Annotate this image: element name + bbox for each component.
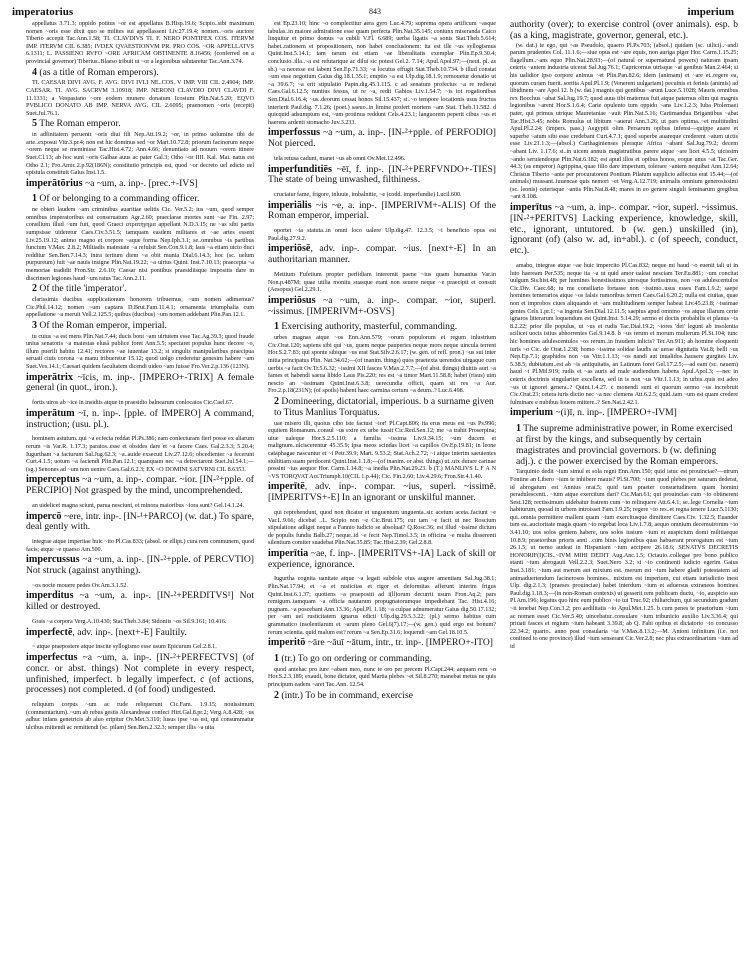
entry-lemma: imperceptus [26, 474, 80, 486]
entry-lemma: imperātōrius [26, 177, 83, 189]
citation-block: integrae atque imperitae huic ~ito Pl.Cas.833; (absol. or ellipt.) cura rem communem, quod facis; atque ~e quaeso Am.500. [26, 538, 254, 553]
entry-grammar-definition: , adv. inp-. compar. ~ius. [next+-E] In an authoritarian manner. [268, 243, 496, 266]
citation-block: Iugurtha cognita uanitate atque ~a legati subdole eius augere amentiam Sal.Jug.38.1; Plin.Nat.17.94; et ~a et rusticitas et rigor et deformitas afferunt interim frigus Quint.Inst.6.1.37; quotiens ~a praepositi ad i(ll)orum decurrit usum Fron.Aq.2; pars remigum..tamquam ~a officia nautarum propugnatorumque impediebant Tac. Hist.4.16; pugnam..~a poscebant Ann.13.36; Apul.Pl. 1.18; ~a culpae adnumeratur Gaius dig.50.17.132; per ~am uel rusticitatem ignarus edicti Ulp.dig.29.5.3.22; (pl.) sermo habitus cum grammatico insolentiarum et ~arum pleno Gel.6(7).17;—(w. gen.) quid ergo est bonum? rerum scientia. quid malum est? rerum ~a Sen.Ep.31.6; loquendi ~am Gel.18.10.5. [268, 575, 496, 636]
sense-definition [32, 284, 254, 295]
citation-block: tela retusa cadunt, manet ~us ab omni Ov.Met.12.496. [274, 154, 406, 162]
dictionary-entry-head [268, 128, 496, 150]
citation-block: qui reprehendunt, quod non dicatur et unguentum unguenta..sic acetum aceta..faciunt ~e Var.L.9.66; dicebat ..L. Scipio non ~e Cic.Brut.175; cur tam ~e facit ut nec Roscium stipulatione adliget neque a Fannio iudicio se absoluat? Q.Rosc.36; est illud ~issime dictum de populis fundis Balb.27; neque..id ~e fecit Nep.Timol.3.5; in officina ~e multa disserenti silentium comiter suadebat Plin.Nat.35.85; Tac.Hist.2.39; Gel.2.8.8. [268, 508, 496, 547]
entry-grammar-definition: ~(i)ī, n. inp-. [IMPERO+-IVM] [553, 407, 677, 419]
citation-block: fortis uiros ab ~ice in insidiis atque in praesidio balnearum conlocatos Cic.Cael.67. [32, 399, 234, 407]
sense-number: 1 [516, 423, 521, 435]
sense-definition [32, 194, 254, 205]
entry-grammar-definition: ~īcis, m. inp-. [IMPERO+-TRIX] A female general (in quot., iron.). [26, 371, 254, 394]
citation-block: Mettium Fufetium propter perfidiam interemit paene ~ius quam humanius Var.in Non.p.487M; quae utilia monitu suasque erant non seuere neque ~e praecipit et consuit (Aesopus) Gel.2.29.1. [268, 271, 496, 294]
sense-definition [516, 424, 738, 467]
citation-block: oportet ~ia statuta..in omni loco ualere Ulp.dig.47. 12.3.5; ~i beneficio opus est Paul.dig.27.9.2. [268, 227, 496, 242]
sense-text: (intr.) To be in command, exercise [281, 689, 413, 701]
entry-grammar-definition: ~a ~um, a. inp-. [IN-²+pple. of PERFODIO] Not pierced. [268, 127, 496, 150]
citation-block: tu cuius ~a est mens Plin.Nat.7.44; ducis boni ~am uirtutem esse Tac.Ag.39.3; quod fraude unius senatoris ~a maiestas eluså publice foret Ann.5.5; spectaret populus hunc decore ~o, illum puerili habitu 12.41; rectores ~ae iuuentae 13.2; si singulis manipularibus praecipua seruati ciuis corona ~a manu tribueretur 15.12; quod uolgo crederetur genesim habere ~am Suet.Ves.14.1; Caesari quidem facultatem dicendi uideo ~am fuisse Fro.Ver.2.p.136 (123N). [26, 332, 254, 370]
dictionary-entry-head [26, 591, 254, 613]
sense-text: (tr.) To go on ordering or commanding. [281, 653, 432, 665]
entry-grammar-definition: ~a ~um, a. inp-. [IN-²+PERDITVS¹] Not killed or destroyed. [26, 590, 254, 613]
sense-text: The supreme administrative power, in Rome exercised at first by the kings, and subsequently by certain magistrates and provincial governors. b (w. defining adj.). c the power exercised by the Roman emperors. [516, 423, 733, 467]
citation-block: appellatus 3.71.3; oppido potitus ~or est appellatus B.Hisp.19.6; Scipio..sibi maximum nomen ~oris esse dixit quo se milites sui appellassent Liv.27.19.4; nomen..~oris auctore Tiberio accepit Tac.Ann.1.58; TI. CLAVDIVS TI. F. NERO PONTIFEX COS. ITERVM IMP. ITERVM CIL 6.385; IVDEX QVAESTIONVM PR. PRO COS. ~OR APPELLATVS 6.1311; L. PASSIENO RVFO ~ORE AFRICAM OBTINENTE 8.16456; (conferred on a provincial governor) Tiberius..Blaeso tribuit ut ~or a legionibus salutaretur Tac.Ann.3.74. [26, 20, 254, 65]
sense-definition [274, 397, 496, 419]
sense-definition [274, 691, 496, 702]
entry-grammar-definition: ~a ~um, a. inp-. compar. ~ior, superl. ~issimus. [IMPERIVM+-OSVS] [268, 294, 496, 317]
entry-lemma: imperītus [510, 202, 552, 214]
entry-lemma: imperītia [268, 547, 309, 559]
citation-block: hominem astutum..qui ~a ecfecta reddat Pl.Ps.386; eam coniecturam fieri posse ex aliarum rerum ~is Var.R. 1.17.3; paratos..esse et obsides dare et ~a facere Caes. Gal.2.3.3; 5.20.4; Iugurtham ~a facturum Sal.Jug.62.3; ~a..auide exsecuti Liv.27.12.6; obcedienter ~a fecerunt Curt.4.1.5; uotum ~a faciendi Plin.Pan.12.1; quanquam nec ~a detrectarent Suet.Jul.54.1;—(sg.) Senones ad ~um non uenire Caes.Gal.6.2.3; EX ~O DOMINI SATVRNI CIL 8.6353. [26, 435, 254, 473]
sense-text: Exercising authority, masterful, commanding. [281, 321, 458, 333]
entry-grammar-definition: ~a ~um, a. inp-. [prec.+-IVS] [82, 177, 198, 189]
entry-lemma: imperfunditiēs [268, 163, 332, 175]
entry-lemma: imperfectus [26, 652, 78, 664]
entry-grammar-definition: ~a ~um, a. inp-. [IN-²+PERFECTVS] (of concr. or abst. things) Not complete in every respect, unfinished, imperfect. b legally imperfect. c (of actions, processes) not completed. d (of food) undigested. [26, 652, 254, 696]
citation-block: cruciatur fame, frigore, inluuie, imbalnitie, ~e (codd. imperfundie) Lucil.600. [274, 191, 462, 199]
dictionary-entry-head [26, 653, 254, 696]
column-right [510, 20, 738, 963]
citation-block: TI. CAESAR DIVI AVG. F. AVG. DIVI IVLI NE..COS. V IMP. VIII CIL 2.4904; IMP. CAESAR. TI. AVG. SACRVM 3.10918; IMP. NERONI CLAVDIO DIVI CLAVDI F. 11.1331; a Vespasiano ~ore eodem munere donatum Icosium Plin.Nat.5.20; EQVO PVBLICO DONATO AB IMP. NERVA AVG. CIL 2.6095; praenomen ~oris (recepit) Suet.Jul.76.1. [26, 79, 254, 117]
citation-block: urbes magnas atque ~os Enn.Ann.579; ~orum populorum et regum inlustrium Cic.Orat.120; sapiens sibi qui ~us, quem neque pauperies neque mors neque uincula terrent Hor.S.2.7.83; qui sponte sibique ~us erat Stat.Silv.2.6.17; (w. gen. of refl. pron.) ~us sui inter initia principatus Plin. Nat.34.62;—(of inanim. things) quos praetexta uerendos uirgaque cum uerbis ~a facit Ov.Tr.5.6.32; ~issimi XII fasces V.Max.2.7.7;—(of abst. things) diuitiis auri ~a fames et habendi saeua libido Laus Pis.220; res est ~a timor Mart.11.58.8; habet (risus) uim nescio an ~issimam Quint.Inst.6.3.8; uerecundia officii, quam sit res ~a Aur. Fro.2.p.18(231N); (of spoils) habent haec carmina certum ~a deum..? Luc.6.498. [268, 334, 496, 395]
page-number: 843 [369, 7, 381, 16]
citation-block: (w. dat.) te ego, qui ~as Pseudolo, quaero Pl.Ps.703; (absol.) quidam (sc. uilici)..~andi parum prudentes Col. 11.1.6;—siue opus est ~are equis, non auriga piger Hor. Carm.1.15.25; flagellum..~ans equo Plin.Nat.28.93;—(of natural or supernatural powers) naturam ipsam ceteris ~antem industria uicerat Sal.Jug.76.1; Capricornus utrisque ~at genibus Man.2.464; si his ualidior ipso corpore animus ~et Plin.Pan.82.6; idem (animam) et ~are et..regere ea, quorum curam fuerit..sortita Apul.Pl.1.9; (Venerem uulgariam) pecuinis et ferinis (animis) ad libidinem ~are Apol.12. b (w. dat.) magnis qui gentibus ~arunt Luce.5.1028; Mauris omnibus rex Bocchus ~abat Sal.Jug.19.7; quod auus tibi maternus fuit atque paternus olim qui magnis legionibus ~arent Hor.S.1.6.4; Carie opulento tum oppido ~ans Liv.1.2.3; Iuba Ptolemaei pater, qui primus utrique Mauretaniae ~auit Plin.Nat.5.16; Cartimandua Brigantibus ~abat Tac.Hist.3.45; nobis Romulus ut libitum ~auerat Ann.3.26; ut pars optima..~et multitudini Apul.Pl.2.24; (impers. pass.) Aegyptii olim Persarum opibus infensi—quippe auare et superbe ~atum sibi esse credebant Curt.4.7.1; quod superbe auareque crederent ~atum uictis esse Liv.21.1.3;—(absol.) Carthaginienses pleraque Africa ~abant Sal.Jug.79.2; decem ~abant Liv. 1.17.6; si..in uicem annuis magistratibus parere atque ~are licet 4.5.5; uicissim ~ando seruiendoque Plin.Nat.6.182; est apud illos et opibus honos, eoque unus ~at Tac.Ger. 44.3; (as emperor) Agrippina, quae filio dare imperium, tolerare ~antem nequibat Ann.12.64; Christus Tiberio ~ante per procuratorem Pontium Pilatum supplicio adfectus erat 15.44;—(of animals) mussant..iuuencae quis nemori ~et Verg.A.12.719; animalis omnium generosissimi (sc. leonis) ceterisque ~antis Plin.Nat.8.48; mares in eo genere singuli feminarum gregibus ~ant 8.108. [510, 41, 738, 201]
dictionary-entry-head [510, 203, 738, 257]
entry-grammar-definition: , adv. inp-. compar. ~ius, superl. ~issimē. [IMPERITVS+-E] In an ignorant or unskilful manner. [268, 481, 496, 504]
dictionary-entry-head [268, 296, 496, 318]
citation-block: uae misero illi, quoius cibo iste factust ~ior! Pl.Capt.806; ita erus meus est ~us Ps.996; equitem Romanum..consul ~us exire ex urbe iussit Cic.Red.Sen.12; me ~a trahit Proserpina; uiue ualeque Hor.S.2.5.110; a familia ~issima Liv.9.34.15; ~um ducem et malignum..ulciscerentur 45.35.9; ipsa meos scindas licet ~a capillos Ov.Ep.19.81; in leone cataphagae nascuntur et ~i Petr.39.9; Mart. 9.53.2; Stat.Ach.2.72; ~i atque interim saeuientes stultitiam suam perdocent Quint.Inst.1.1.8;—(of inanim. or abst. things) ut..uix durare carinae possint ~ius aequor Hor. Carm.1.14.8; ~a inedia Plin.Nat.29.23. b (T.) MANLIVS L F A N ~VS TORQVAT Act.Triumph.10(CIL 1.p.44); Cic. Fin.2.60; Liv.4.29.6; Fron.Str.4.1.40. [268, 419, 496, 480]
citation-block: Tarquinio dedit ~ium simul et sola regni Enn.Ann.150; quid istuc est prouinciae?—utrum Fontine an Libero ~ium te inhibere mauis? Pl.St.700; ~ium quod plebes per saturam dederat, id abrogatum est Annius orat.5; quid tam praeter consuetudinem quam homini peradulescenti.. ~ium atque exercitum dari? Cic.Man.61; qui prouincias cum ~io obtinerent Sest.128; rectissimum uidebatur fratrem cum ~io relinquere Att.6.4.1; se..lege Cornelia ~ium habiturum, quoad in urbem introisset Fam.1.9.25; regere ~io res..et regna tenere Lucr.5.1130; qui..omnia permittere mallent quam ~ium exercitusque dimittere Caes.Civ. 1.32.5; Euander tum ea..auctoritate magis quam ~io regebat loca Liv.1.7.8; aequo omnium decemuirorum ~io 3.41.10; uos solos gentem habere, uos solos iustum ~ium et auspicium domi militiaeque 10.8.9; praetoribus prioris anni ..cum binis legionibus quas habuerant prorogatum est ~ium 26.1.5; ut nemo audeat in Hispaniam ~ium accipere 26.18.6; SENATVS DECRETIS HONORIF(I)CIS..~IVM MIHI DEDIT Aug.Anc.1.5; Octauio..collegae pro bono publico stanti ~ium abrogauit Vell.2.2.3; Suet.Nero 3.2; si ~io continenti iudicio egerim Gaius Inst.3.181; ~ium aut merum aut mixtum est. merum est ~ium habere gladii potestatem ad animaduertendum facinerosos homines.. mixtum est imperium, cui etiam iurisdictio inest Ulp. dig.2.1.3; (praeses prouinciae) habet interdum ~ium et aduersus extraneos homines Paul.dig.1.18.3;—(in non-Roman contexts) ut gesserit rem publicam ductu, ~io, auspicio suo Pl.Am.196; legatus quo hinc eum publico ~io tui Truc.92; chiliarchum, qui secundum gradum ~ii tenebat Nep.Con.3.2; pro aedilitatis ~io Apul.Met.1.25. b cum penes te praetorium ~ium ac nomen esset Cic.Ver.5.40; uincebatur..consulare ~ium tribunicio auxilio Liv.3.36.4; qui priuati fasces et regium ~ium habeant 3.39.8; ab Q. Fabi opibus et dictatorio ~io concusso 22.34.2; quarto.. anno post consularia ~ia V.Max.8.13.2;—M. Antoni infinitum (i.e. not confined to one province) illud ~ium senserant Cic.Ver.2.8; nec plus extraordinarium ~ium ad id [510, 468, 738, 650]
sense-definition [274, 322, 496, 333]
entry-lemma: imperfossus [268, 127, 321, 139]
citation-block: an uidelicet magna sciunt, parua nesciunt, et minora maioribus ~iora sunt? Gel.14.1.24. [32, 501, 244, 509]
entry-grammar-definition: ~ere, intr. inp-. [IN-¹+PARCO] (w. dat.) To spare, deal gently with. [26, 510, 254, 533]
continued-definition: authority (over); to exercise control (over animals). esp. b (as a king, magistrate, governor, general, etc.). [510, 20, 738, 41]
sense-number: 2 [274, 395, 279, 407]
entry-lemma: impercō [26, 510, 62, 522]
entry-lemma: imperiālis [268, 199, 312, 211]
sense-text: (as a title of Roman emperors). [39, 66, 159, 78]
citation-block: ne obteri laudem ~am criminibus auaritiae uelitis Cic. Ver.5.2; ius ~um, quod semper omnibus imperatoribus est conseruatum Agr.2.60; praeclarae mortes sunt ~ae Fin. 2.97; consilium illud ~um fuit, quod Graeci στρατήγημα appellant N.D.3.15; ne ~as sibi partis sumpsisse uideretur Caes.Civ.3.51.5; tamquam easdem militares et ~ae artes essent Liv.25.19.12; animo magno et corpore ~aque forma Nep.Iph.3.1; se..omnibus ~is partibus functum V.Max. 2.8.2; Miltiadis maiestate ~a refulsit Sen.Con.9.1.8; laus ~a etiam uicto duci redditur Sen.Ben.7.14.3; intra tertium diem ~a obit munia Dial.6.14.3; hoc (sc. uelum purpureum) fuit ~ae nauis insigne Plin.Nat.19.22; ~a uirtus Quint. Inst.7.10.13; praecepta ~a memoriae tradidit Fron.Str. 2.6.10; Caesar nisi pontibus praesidiisque impositis dare in discrimen legiones haud ~um ratus Tac.Ann.2.11. [26, 206, 254, 282]
dictionary-entry-head [26, 628, 254, 639]
sense-text: The Roman emperor. [39, 118, 121, 130]
sense-number: 1 [274, 321, 279, 333]
column-middle [268, 20, 496, 963]
citation-block: clarissimis ducibus supplicationum honorem tribuemus, ~um nomen adimemus? Cic.Phil.14.12; nomen ~um captans D.Brut.Fam.11.4.1; ornamenta triumphalia cum appellatione ~a meruit Vell.2.125.5; quibus (ducibus) ~um nomen addebant Plin.Pan.12.1. [26, 296, 254, 319]
entry-grammar-definition: ~a ~um, a. inp-. compar. ~ior. [IN-²+pple. of PERCIPIO] Not grasped by the mind, uncomprehended. [26, 474, 254, 497]
entry-grammar-definition: , adv. inp-. [next+-E] Faultily. [72, 626, 187, 638]
sense-number: 4 [32, 66, 37, 78]
entry-lemma: imperātrix [26, 371, 73, 383]
dictionary-entry-head [268, 638, 496, 649]
sense-number: 1 [274, 653, 279, 665]
dictionary-entry-head [26, 475, 254, 497]
dictionary-entry-head [26, 179, 254, 190]
entry-grammar-definition: ~ēī, f. inp-. [IN-²+PERFVNDO+-TIES] The state of being unwashed, filthiness. [268, 163, 496, 186]
citation-block: quod antehac pro iure ~abam meo, nunc te oro per precem Pl.Capt.244; aequam rem ~o Hor.S.2.3.189; exaudi, bone dictator, quid Martia plebes ~et Sil.8.270; manebat metus ne quis principum eadem ~aret Tac.Ann. 12.54. [268, 665, 496, 689]
entry-grammar-definition: ~is ~e, a. inp-. [IMPERIVM+-ALIS] Of the Roman emperor, imperial. [268, 199, 496, 222]
dictionary-entry-head [26, 373, 254, 395]
dictionary-entry-head [26, 512, 254, 534]
running-head-left: imperatorius [12, 6, 74, 18]
dictionary-entry-head [268, 201, 496, 223]
sense-number: 2 [32, 283, 37, 295]
entry-lemma: imperātum [26, 407, 75, 419]
sense-number: 5 [32, 118, 37, 130]
entry-lemma: imperiōsē [268, 243, 311, 255]
entry-lemma: imperitō [268, 637, 306, 649]
dictionary-columns [26, 20, 743, 963]
entry-grammar-definition: ~a ~um, a. inp-. compar. ~ior, superl. ~issimus. [IN-²+PERITVS] Lacking experience, knowledge, skill, etc., ignorant, untutored. b (w. gen.) unskilled (in), ignorant (of) (also w. ad, in+abl.). c (of speech, conduct, etc.). [510, 202, 738, 257]
sense-number: 2 [274, 689, 279, 701]
citation-block: in adfinitatem peruenit ~oris diui fili Nep.Att.19.2; ~or, in primo uolumine tibi de arte..exposui Vitr.3.pr.4; non est hic dominus sed ~or Mart.10.72.8; priorum facinorum neque ~orem neque se meminisse Tac.Hist.4.72; Ann.4.66; denuntiato ad nouum ~orem itinere Suet.Cl.13; ab hoc sunt ~oris Galbae auus ac pater Gal.3; Otho ~or IIII. Kal. Mai. natus est Otho 2.1; Fro.Amic.2.p.92(186N); constitutio principis est, quod ~or decreto uel edicto uel epistula constituit Gaius Inst.1.5. [26, 131, 254, 177]
sense-text: Domineering, dictatorial, imperious. b a surname given to Titus Manlius Torquatus. [274, 395, 494, 418]
citation-block: est Ep.23.10; hinc ~o complectitur aera gyro Luc.4.79; suprema opera artificum ~asque tabulas..in maiore admiratione esse quam perfecta Plin.Nat.35.145; coniunx miseranda Caico linquitur et primo domus ~a cubili V.Fl. 6.689; uerba ligatis ~a sonis Stat.Theb.5.614; habet..rationem et propositionem, non habet conclusionem: ita est ille ~us syllogismus Quint.Inst.5.14.1; tam rarum est etiam ~ae liberalitatis exemplar Plin.Ep.9.30.4; conclusio..illa..~a est refutarique ac dilui sic potest Gel.2. 7.14; Apul.Apol.97;—(neut. pl. as sb.) ~a necesse est labent Sen.Ep.71.33; ~a locutus effugit Stat.Theb.10.734. b illud constat ~um esse negotium Gaius dig.18.1.35.1; emptio ~a est Ulp.dig.18.1.9; remouetur donatio ut ~a 39.6.7; ~a erit stipulatio Papin.dig.45.1.115. c ad senatum profectus ~a re redierat Caes.Gal.6.12.5; nuntius fessus, ut re ~a, redit Gabios Liv.1.54.7; ~is tot rogationibus Sen.Dial.6.16.4; ~us..deorum cessat honos Sil.15.437; si..~o tempore locationis usus fructus interierit Paul.dig. 7.1.26; (poet.) saeuo..in limine profert mortem ~am Stat. Theb.11.582. d quicquid adsumptum est, ~um protinus reddunt Cels.4.23.1; languorem peperit cibus ~us et haerens ardenti stomacho Juv.3.233. [268, 20, 496, 126]
entry-lemma: impercussus [26, 554, 80, 566]
entry-lemma: imperiōsus [268, 294, 316, 306]
entry-lemma: imperium [510, 407, 554, 419]
entry-lemma: imperītē [268, 481, 305, 493]
entry-lemma: imperditus [26, 590, 74, 602]
dictionary-entry-head [510, 408, 738, 419]
citation-block: reliquum corpus ~um ac rude reliquerunt Cic.Fam. 1.9.15; nouissimum (commentarium)..~um ab rebus gestis Alexandreae confeci Hirt.Gal.8.pr.2; Verg.A.8.428; ~us adhuc infans genetricis ab aluo eripitur Ov.Met.3.310; lusus ipse ~us est, qui consummatur ulcibus mittendi ac remittendi (sc. pilam) Sen.Ben.2.32.3; semper illis ~a uita [26, 701, 254, 732]
dictionary-entry-head [26, 409, 254, 431]
sense-text: Of the Roman emperor, imperial. [39, 319, 167, 331]
sense-definition [32, 119, 254, 130]
sense-number: 3 [32, 319, 37, 331]
entry-grammar-definition: ~ae, f. inp-. [IMPERITVS+-IA] Lack of skill or experience, ignorance. [268, 547, 496, 570]
dictionary-entry-head [268, 549, 496, 571]
sense-definition [32, 68, 254, 79]
running-head [12, 6, 738, 20]
sense-definition [274, 654, 496, 665]
citation-block: Grais ~a corpora Verg.A.10.430; Stat.Theb.3.84; Sidoniis ~os Sil.9.161; 10.416. [32, 618, 227, 626]
entry-grammar-definition: ~āre ~āuī ~ātum, intr., tr. inp-. [IMPERO+-ITO] [305, 637, 493, 649]
sense-definition [32, 321, 254, 332]
citation-block: amabo, integrae atque ~ae huic impercito Pl.Cas.832; neque mi haud ~o euenit tali ut in luto haeream Per.535; neque ita ~a ut quid amor ualeat nesciam Ter.Eu.881; ~um concitat uulgum Sis.hist.48; per homines honestissimos uirosque fortissimos, non ~os adulescentulos Cic.Div. Caec.68; tu me consiliario fortasse non ~issimo..usus esses Fam.1.9.2; saepe homines temerarios atque ~os falsis rumoribus terreri Caes.Gal.6.20.2; nulla est ciuitas, quae non et improbos ciues aliquando et ~am multitudinem semper habeat Liv.45.23.8; ~issimae gentes Cels.1.pr.1; ~a ingenia Sen.Dial.12.11.5; saepius apud omnino ~os atque illarum certe ignaros litterarum loquendum est Quint.Inst. 5.14.29; sermo et doctis probabilis et planus ~is 8.2.22; prior ille populus, ut ~us et rudis Tac.Dial.19.2; ~iores 'dei' legunt ab insolentia scilicet uocis istius abhorrentes Gel.9.14.8. b ~us rerum et morum mulierum Pl.St.104; tunc hic homines adulescentulos ~os rerum..in fraudem inlicis? Ter.An.911; ab homine eloquenti iuris ~o Cic. de Orat.1.238; homo ~issime solidae laudis ac uerae dignitatis Vat.8; belli ~us Nep.Ep.7.1; graphidos non ~us Vitr.1.1.13; ~os nandi aut inualidos..hausere gurgites Liv. 5.38.5; dubitatum..est ab ~is antiquitatis, an Latinum foret Gel.17.2.5;—ad eam (sc. nauem) haud ~i Pl.Mil.919; rudis et ~as auris ad male audiendum habens Apul.Apol.3; —nec in ceteris doctrinis singulariter excellens, sed in is non ~us Vitr.1.1.13; in urbis..quis est adeo ~us ut ignoret genera..? Quint.1.4.27. c monendi sunt ei quorum sermo ~us increbruit Cic.Orat.23; cetera iuris dictio nec ~a nec clemens Att.6.2.5; quid..tam ~um est quam credere fulminare e nubibus Iouem mittere..? Sen.Nat.2.42.1. [510, 262, 738, 406]
sense-text: Of or belonging to a commanding officer. [39, 193, 200, 205]
entry-lemma: imperfectē [26, 626, 73, 638]
entry-grammar-definition: ~a ~um, a. inp-. [IN-²+pple. of PERCVTIO] Not struck (against anything). [26, 554, 254, 577]
citation-block: ~ atque praepostere atque inscite syllogismo esse usum Epicurum Gel.2.8.1. [32, 643, 217, 651]
sense-text: Of the title 'imperator'. [39, 283, 127, 295]
sense-number: 1 [32, 193, 37, 205]
dictionary-entry-head [26, 555, 254, 577]
dictionary-entry-head [268, 165, 496, 187]
running-head-right: imperium [687, 6, 734, 18]
column-left [26, 20, 254, 963]
entry-grammar-definition: ~ī, n. inp-. [pple. of IMPERO] A command, instruction; (usu. pl.). [26, 407, 254, 430]
dictionary-entry-head [268, 482, 496, 504]
citation-block: ~os nocte mouere pedes Ov.Am.3.1.52. [32, 581, 128, 589]
dictionary-entry-head [268, 244, 496, 266]
